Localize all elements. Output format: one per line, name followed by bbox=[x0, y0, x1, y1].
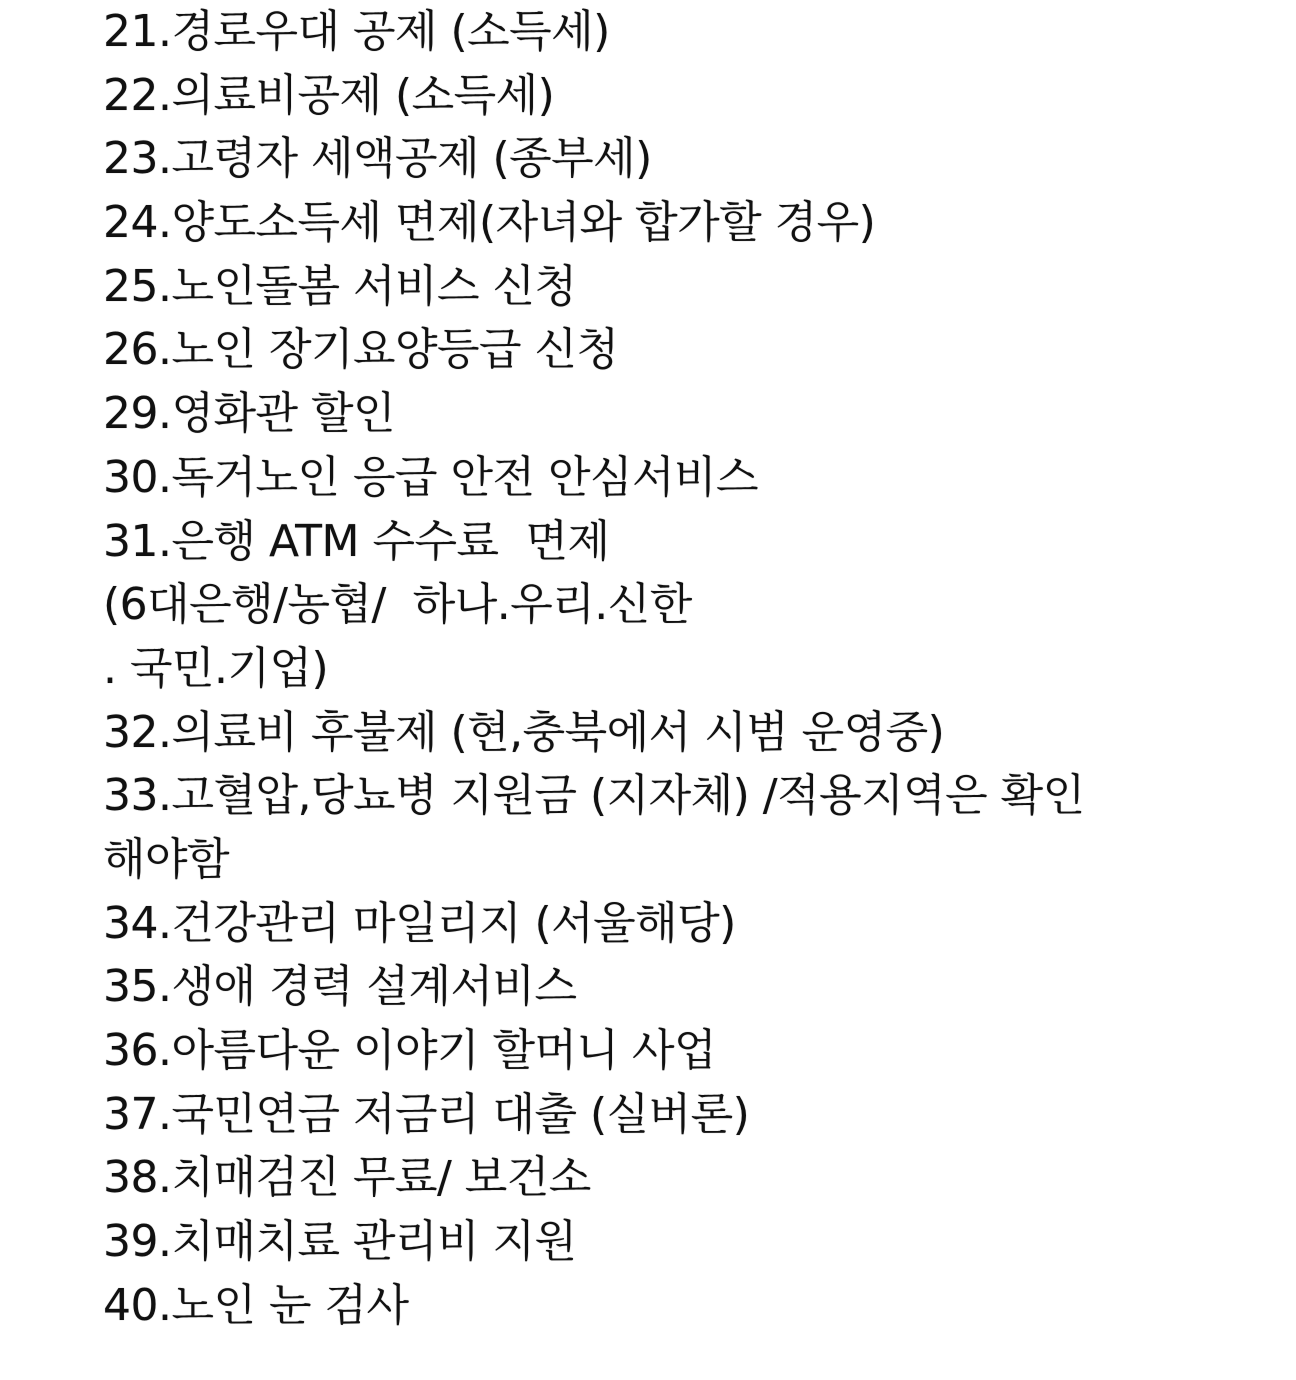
list-item: 24.양도소득세 면제(자녀와 합가할 경우) bbox=[103, 197, 876, 249]
benefits-list bbox=[103, 0, 1283, 1337]
list-item: 40.노인 눈 검사 bbox=[103, 1279, 409, 1331]
list-item-continuation: . 국민.기업) bbox=[103, 642, 329, 694]
list-item: 23.고령자 세액공제 (종부세) bbox=[103, 133, 652, 185]
list-item: 29.영화관 할인 bbox=[103, 388, 395, 440]
list-item-continuation: (6대은행/농협/ 하나.우리.신한 bbox=[103, 579, 692, 631]
list-item-continuation: 해야함 bbox=[103, 833, 230, 885]
list-item: 34.건강관리 마일리지 (서울해당) bbox=[103, 897, 736, 949]
list-item: 21.경로우대 공제 (소득세) bbox=[103, 6, 610, 57]
list-item: 25.노인돌봄 서비스 신청 bbox=[103, 260, 577, 312]
list-item: 26.노인 장기요양등급 신청 bbox=[103, 324, 619, 376]
list-item: 30.독거노인 응급 안전 안심서비스 bbox=[103, 451, 758, 503]
list-item: 35.생애 경력 설계서비스 bbox=[103, 961, 577, 1013]
list-item: 32.의료비 후불제 (현,충북에서 시범 운영중) bbox=[103, 706, 945, 758]
list-item: 22.의료비공제 (소득세) bbox=[103, 69, 555, 121]
list-item: 36.아름다운 이야기 할머니 사업 bbox=[103, 1025, 716, 1076]
list-item: 31.은행 ATM 수수료 면제 bbox=[103, 515, 610, 567]
list-item: 39.치매치료 관리비 지원 bbox=[103, 1216, 577, 1268]
list-item: 38.치매검진 무료/ 보건소 bbox=[103, 1152, 591, 1204]
list-item: 37.국민연금 저금리 대출 (실버론) bbox=[103, 1088, 750, 1140]
list-item: 33.고혈압,당뇨병 지원금 (지자체) /적용지역은 확인 bbox=[103, 770, 1085, 822]
